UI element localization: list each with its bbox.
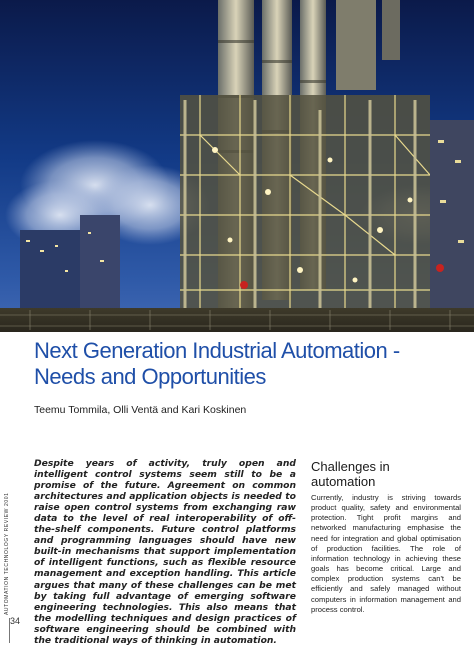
journal-side-label-text: AUTOMATION TECHNOLOGY REVIEW 2001	[4, 492, 10, 615]
page-number: 34	[10, 616, 21, 626]
article-title-line-1: Next Generation Industrial Automation -	[34, 338, 400, 363]
journal-side-label	[4, 492, 18, 615]
section-heading-line-1: Challenges in	[311, 459, 390, 474]
section-heading-line-2: automation	[311, 474, 376, 489]
article-abstract: Despite years of activity, truly open and intelligent control systems seem still to be a promise of the future. Agreement on common architectures and application objects is needed to raise open control systems from exchanging raw data to the level of real interoperability of off-the-shelf components. Future control platforms and programming languages should have new built-in mechanisms that support implementation of intelligent functions, such as flexible resource management and exception handling. This article argues that many of these challenges can be met by taking full advantage of emerging software engineering technologies. This also means that the modelling techniques and design practices of software engineering should be combined with the traditional ways of thinking in automation.	[34, 458, 296, 646]
article-title-line-2: Needs and Opportunities	[34, 364, 266, 389]
article-title	[34, 338, 454, 390]
section-body: Currently, industry is striving towards product quality, safety and environmental protection. Tight profit margins and networked manufacturing emphasise the need for integration and global optimisation of production facilities. The role of information technology in achieving these goals has become critical. Large and complex production systems can't be efficiently and safely managed without computers in information management and process control.	[311, 493, 461, 614]
section-heading	[311, 459, 461, 489]
article-authors: Teemu Tommila, Olli Ventä and Kari Koskinen	[34, 404, 247, 416]
